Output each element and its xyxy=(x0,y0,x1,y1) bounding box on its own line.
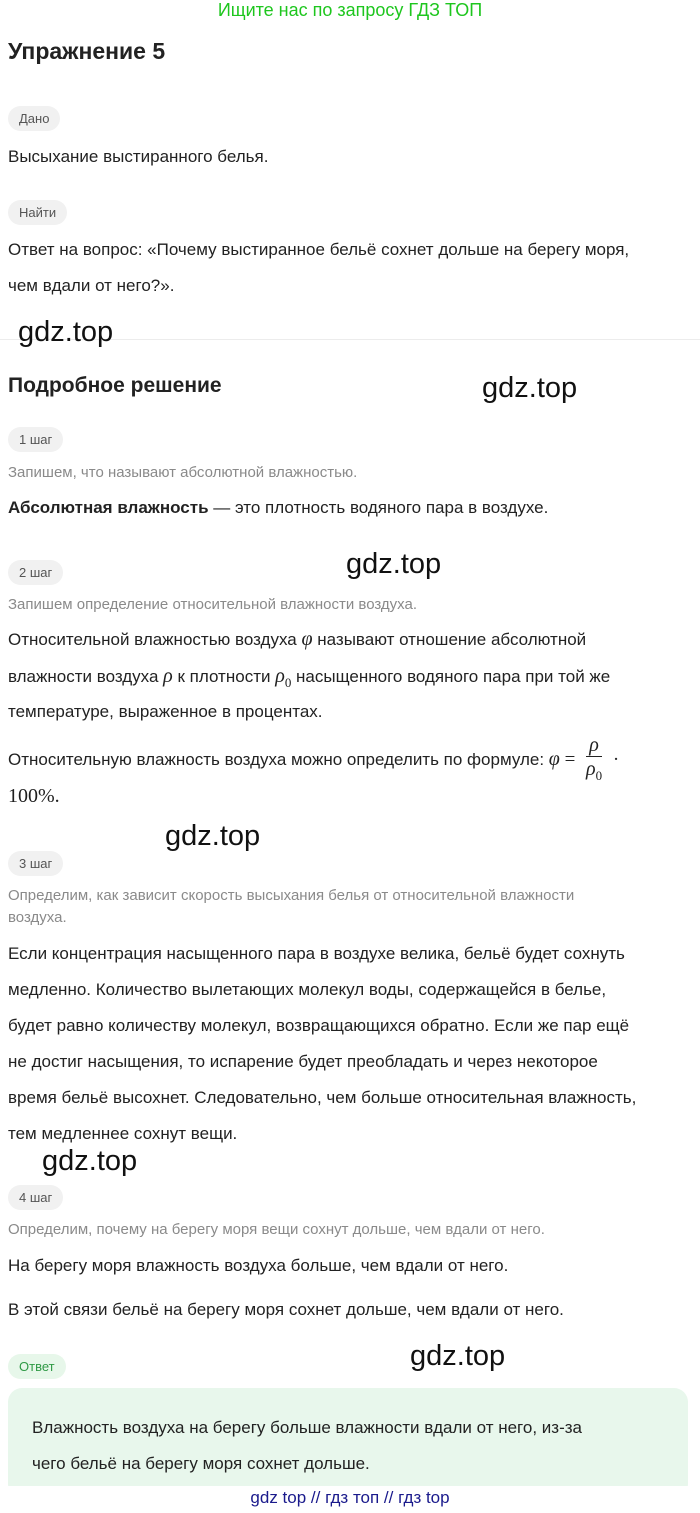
step3-hint-1: Определим, как зависит скорость высыхания белья от относительной влажности xyxy=(8,887,575,904)
step1-chip-wrap xyxy=(8,427,63,452)
step3-line: время бельё высохнет. Следовательно, чем больше относительная влажность, xyxy=(8,1088,637,1107)
rho0-base: ρ xyxy=(586,757,596,780)
rho0-symbol xyxy=(275,665,292,690)
step4-chip-wrap xyxy=(8,1185,63,1210)
answer-chip-wrap xyxy=(8,1354,66,1379)
step3-hint-2: воздуха. xyxy=(8,909,67,926)
step3-line: Если концентрация насыщенного пара в воздухе велика, бельё будет сохнуть xyxy=(8,944,625,963)
step1-text xyxy=(8,490,688,526)
find-chip: Найти xyxy=(8,200,67,225)
find-chip-wrap xyxy=(8,200,67,225)
answer-text xyxy=(32,1410,672,1482)
step3-line: будет равно количеству молекул, возвращающихся обратно. Если же пар ещё xyxy=(8,1016,630,1035)
rho0-subscript: 0 xyxy=(595,767,603,783)
watermark: gdz.top xyxy=(482,372,578,404)
rho0-base: ρ xyxy=(275,665,285,687)
given-chip: Дано xyxy=(8,106,60,131)
text-span: Относительной влажностью воздуха xyxy=(8,630,302,649)
search-banner[interactable]: Ищите нас по запросу ГДЗ ТОП xyxy=(217,0,483,20)
watermark: gdz.top xyxy=(18,316,114,348)
watermark: gdz.top xyxy=(410,1340,506,1372)
watermark: gdz.top xyxy=(165,820,261,852)
fraction-numerator: ρ xyxy=(586,734,602,757)
step2-chip: 2 шаг xyxy=(8,560,63,585)
text-span: Относительную влажность воздуха можно определить по формуле: xyxy=(8,750,549,769)
text-span: называют отношение абсолютной xyxy=(312,630,587,649)
fraction-denominator xyxy=(586,757,602,788)
percent-value: 100%. xyxy=(8,785,60,807)
rho-symbol: ρ xyxy=(163,665,173,687)
equals-sign: = xyxy=(564,749,576,770)
footer-links[interactable]: gdz top // гдз топ // гдз top xyxy=(0,1486,700,1513)
page-title: Упражнение 5 xyxy=(8,38,166,64)
step4-chip: 4 шаг xyxy=(8,1185,63,1210)
step3-line: не достиг насыщения, то испарение будет преобладать и через некоторое xyxy=(8,1052,598,1071)
find-line-2: чем вдали от него?». xyxy=(8,276,175,295)
watermark: gdz.top xyxy=(346,548,442,580)
solution-title: Подробное решение xyxy=(8,374,222,397)
phi-symbol: φ xyxy=(548,748,560,770)
multiply-dot: · xyxy=(612,749,620,770)
step2-formula-line xyxy=(8,733,688,788)
find-line-1: Ответ на вопрос: «Почему выстиранное бельё сохнет дольше на берегу моря, xyxy=(8,240,630,259)
step2-line-3: температуре, выраженное в процентах. xyxy=(8,702,323,721)
step2-line-1 xyxy=(8,621,688,658)
step4-paragraph-2: В этой связи бельё на берегу моря сохнет дольше, чем вдали от него. xyxy=(8,1300,564,1319)
step2-chip-wrap xyxy=(8,560,63,585)
step4-paragraph-1: На берегу моря влажность воздуха больше, чем вдали от него. xyxy=(8,1256,509,1275)
watermark: gdz.top xyxy=(42,1145,138,1177)
text-span: насыщенного водяного пара при той же xyxy=(291,667,611,686)
given-chip-wrap xyxy=(8,106,60,131)
step1-definition: — это плотность водяного пара в воздухе. xyxy=(208,498,549,517)
step1-chip: 1 шаг xyxy=(8,427,63,452)
fraction xyxy=(586,734,602,788)
given-text: Высыхание выстиранного белья. xyxy=(8,147,269,166)
step4-hint: Определим, почему на берегу моря вещи сохнут дольше, чем вдали от него. xyxy=(8,1221,545,1238)
text-span: к плотности xyxy=(172,667,276,686)
step3-line: медленно. Количество вылетающих молекул воды, содержащейся в белье, xyxy=(8,980,607,999)
term-absolute-humidity: Абсолютная влажность xyxy=(8,498,209,517)
text-span: влажности воздуха xyxy=(8,667,164,686)
step2-hint: Запишем определение относительной влажности воздуха. xyxy=(8,596,418,613)
step3-chip: 3 шаг xyxy=(8,851,63,876)
rho0-subscript: 0 xyxy=(284,675,292,690)
step3-chip-wrap xyxy=(8,851,63,876)
phi-symbol: φ xyxy=(301,628,313,650)
answer-chip: Ответ xyxy=(8,1354,66,1379)
answer-line-2: чего бельё на берегу моря сохнет дольше. xyxy=(32,1454,370,1473)
step3-line: тем медленнее сохнут вещи. xyxy=(8,1124,238,1143)
answer-line-1: Влажность воздуха на берегу больше влажности вдали от него, из-за xyxy=(32,1418,582,1437)
step1-hint: Запишем, что называют абсолютной влажностью. xyxy=(8,464,358,481)
